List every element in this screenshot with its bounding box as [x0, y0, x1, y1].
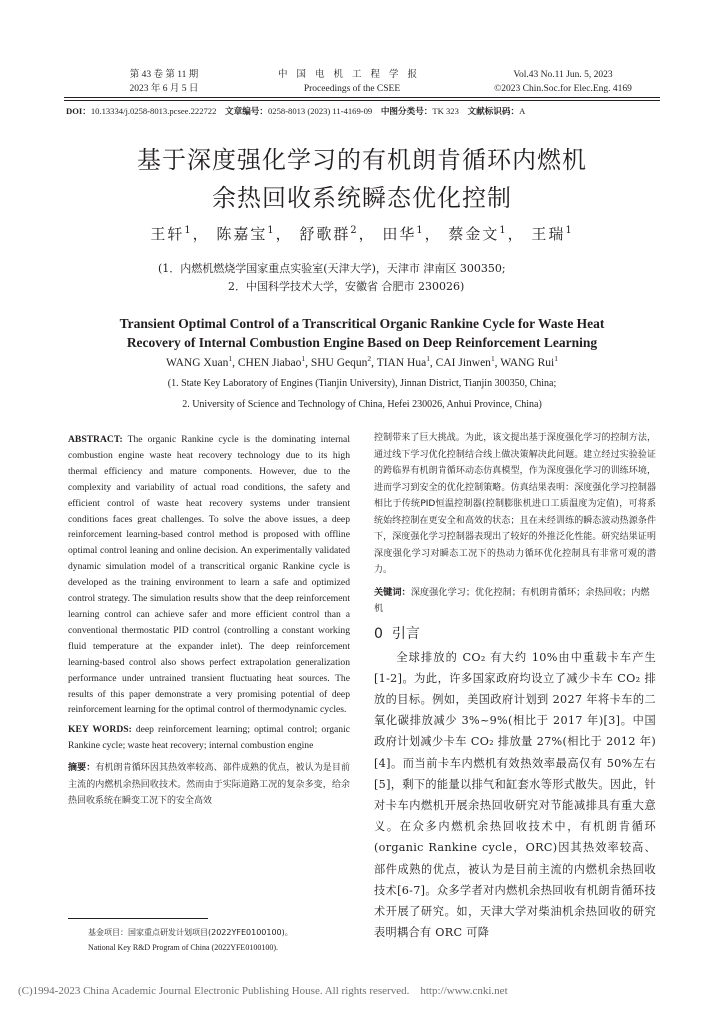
doi-value[interactable]: 10.13334/j.0258-8013.pcsee.222722 — [90, 106, 217, 116]
abstract-zh-part1 — [68, 760, 350, 810]
author-zh: 王瑞$^1$ — [531, 225, 574, 243]
journal-name-zh: 中国电机工程学报 — [277, 70, 426, 80]
affiliation-en-2: 2. University of Science and Technology of China, Hefei 230026, Anhui Province, China) — [182, 399, 542, 410]
page-footer — [18, 985, 708, 997]
clc-value: TK 323 — [432, 106, 459, 116]
title-zh-line2: 余热回收系统瞬态优化控制 — [212, 184, 512, 212]
author-zh: 陈嘉宝$^1$ — [216, 225, 276, 243]
article-no-label: 文章编号： — [225, 106, 268, 116]
footer-url-link[interactable]: http://www.cnki.net — [420, 985, 508, 997]
copyright-page: ©2023 Chin.Soc.for Elec.Eng. 4169 — [494, 84, 632, 94]
footnote-rule — [68, 918, 208, 919]
left-column — [68, 432, 350, 810]
abstract-zh-part2: 控制带来了巨大挑战。为此，该文提出基于深度强化学习的控制方法，通过线下学习优化控制结合线上做决策解决此问题。建立经过实验验证的跨临界有机朗肯循环动态仿真模型，作为深度强化学习的训练环境，进而学习到安全的优化控制策略。仿真结果表明：深度强化学习控制器相比于传统PID恒温控制器(控制膨胀机进口工质温度为定值)，可将系统始终控制在更安全和高效的状态；且在未经训练的瞬态波动热源条件下，深度强化学习控制器表现出了较好的外推泛化性能。研究结果证明深度强化学习对瞬态工况下的热动力循环优化控制具有非常可观的潜力。 — [374, 433, 656, 575]
header-rule — [64, 97, 660, 98]
section-heading-intro — [374, 623, 656, 643]
doi-label: DOI： — [66, 106, 91, 116]
affiliation-zh-2: 2．中国科学技术大学，安徽省 合肥市 230026) — [228, 280, 465, 293]
footer-copyright: (C)1994-2023 China Academic Journal Electronic Publishing House. All rights reserved. — [18, 985, 410, 997]
author-en: WANG Xuan$^1$ — [166, 354, 233, 369]
author-en: CAI Jinwen$^1$ — [435, 354, 495, 369]
funding-zh: 基金项目：国家重点研发计划项目(2022YFE0100100)。 — [88, 928, 293, 937]
author-en: CHEN Jiabao$^1$ — [237, 354, 306, 369]
journal-name — [262, 68, 442, 96]
title-en-line2: Recovery of Internal Combustion Engine Based on Deep Reinforcement Learning — [126, 335, 598, 350]
article-no-value: 0258-8013 (2023) 11-4169-09 — [267, 106, 373, 116]
journal-issue-info-en — [478, 68, 648, 96]
author-en: TIAN Hua$^1$ — [376, 354, 430, 369]
journal-issue-info-zh — [104, 68, 224, 96]
authors-en: WANG Xuan$^1$, CHEN Jiabao$^1$, SHU Gequn$^2$, TIAN Hua$^1$, CAI Jinwen$^1$, WANG Rui$^1$ — [166, 354, 558, 369]
intro-paragraph: 全球排放的 CO₂ 有大约 10%由中重载卡车产生[1-2]。为此，许多国家政府均设立了减少卡车 CO₂ 排放的目标。例如，美国政府计划到 2027 年将卡车的二氧化碳排放减少 3%~9%(相比于 2017 年)[3]。中国政府计划减少卡车 CO₂ 排放量 27%(相比于 2012 年)[4]。而当前卡车内燃机有效热效率最高仅有 50%左右[5]，剩下的能量以排气和缸套水等形式散失。因此，针对卡车内燃机开展余热回收研究对节能减排具有重大意义。在众多内燃机余热回收技术中，有机朗肯循环(organic Rankine cycle，ORC)因其热效率较高、部件成熟的优点，被认为是目前主流的内燃机余热回收技术[6-7]。众多学者对内燃机余热回收有机朗肯循环技术开展了研究。如，天津大学对柴油机余热回收的研究表明耦合有 ORC 可降 — [374, 650, 656, 940]
funding-en: National Key R&D Program of China (2022YFE0100100). — [88, 943, 278, 952]
abstract-zh-text-left: 有机朗肯循环因其热效率较高、部件成熟的优点，被认为是目前主流的内燃机余热回收技术。然而由于实际道路工况的复杂多变，给余热回收系统在瞬变工况下的安全高效 — [68, 763, 350, 807]
author-zh: 舒歌群$^2$ — [299, 225, 359, 243]
abstract-en — [68, 432, 350, 718]
keywords-en-text: deep reinforcement learning; optimal control; organic Rankine cycle; waste heat recovery; internal combustion engine — [68, 724, 350, 752]
abstract-en-text: The organic Rankine cycle is the dominating internal combustion engine waste heat recovery technology due to its high thermal efficiency and mature components. However, due to the complexity and variability of actual road conditions, the safety and efficient control of waste heat recovery systems under transient conditions faces great challenges. To solve the above issues, a deep reinforcement learning-based control method is proposed with offline optimal control leaning and online decision. An experimentally validated dynamic simulation model of a transcritical organic Rankine cycle is developed as the training environment to learn a safe and optimized control strategy. The simulation results show that the deep reinforcement learning control can achieve safer and more efficient control than a conventional thermostatic PID control (controlling a constant working fluid temperature at the expander inlet). The deep reinforcement learning-based control also shows perfect extrapolation generalization performance under untrained transient fluctuating heat sources. The results of this paper demonstrate a very promising potential of deep reinforcement learning for the optimal control of thermodynamic cycles. — [68, 434, 350, 716]
section-title: 引言 — [391, 625, 420, 642]
keywords-zh-text: 深度强化学习；优化控制；有机朗肯循环；余热回收；内燃机 — [374, 586, 650, 614]
header-rule-2 — [64, 100, 660, 101]
volume-issue-en: Vol.43 No.11 Jun. 5, 2023 — [513, 70, 613, 80]
doc-code-value: A — [519, 106, 526, 116]
title-en-line1: Transient Optimal Control of a Transcritical Organic Rankine Cycle for Waste Heat — [119, 316, 605, 331]
doc-code-label: 文献标识码： — [467, 106, 520, 116]
author-en: SHU Gequn$^2$ — [310, 354, 372, 369]
keywords-zh-label: 关键词： — [374, 586, 411, 598]
footnote — [88, 925, 348, 955]
keywords-zh — [374, 585, 656, 617]
author-en: WANG Rui$^1$ — [500, 354, 558, 369]
journal-name-en: Proceedings of the CSEE — [303, 84, 401, 94]
keywords-en — [68, 722, 350, 754]
volume-issue-zh: 第 43 卷 第 11 期 — [129, 70, 199, 80]
authors-zh: 王轩$^1$， 陈嘉宝$^1$， 舒歌群$^2$， 田华$^1$， 蔡金文$^1$， 王瑞$^1$ — [150, 225, 574, 243]
author-zh: 蔡金文$^1$ — [448, 225, 508, 243]
date-zh: 2023 年 6 月 5 日 — [129, 84, 199, 94]
author-zh: 田华$^1$ — [382, 225, 425, 243]
doi-line — [66, 105, 658, 117]
right-column — [374, 430, 656, 943]
abstract-en-label: ABSTRACT: — [68, 434, 123, 445]
section-number: 0 — [374, 625, 383, 642]
affiliation-zh-1: (1．内燃机燃烧学国家重点实验室(天津大学)，天津市 津南区 300350; — [158, 262, 506, 275]
author-zh: 王轩$^1$ — [150, 225, 193, 243]
affiliation-en-1: (1. State Key Laboratory of Engines (Tianjin University), Jinnan District, Tianjin 300350, China; — [167, 378, 557, 389]
abstract-zh-label: 摘要： — [68, 763, 96, 774]
clc-label: 中图分类号： — [380, 106, 433, 116]
keywords-en-label: KEY WORDS: — [68, 724, 132, 736]
title-zh-line1: 基于深度强化学习的有机朗肯循环内燃机 — [137, 146, 587, 174]
